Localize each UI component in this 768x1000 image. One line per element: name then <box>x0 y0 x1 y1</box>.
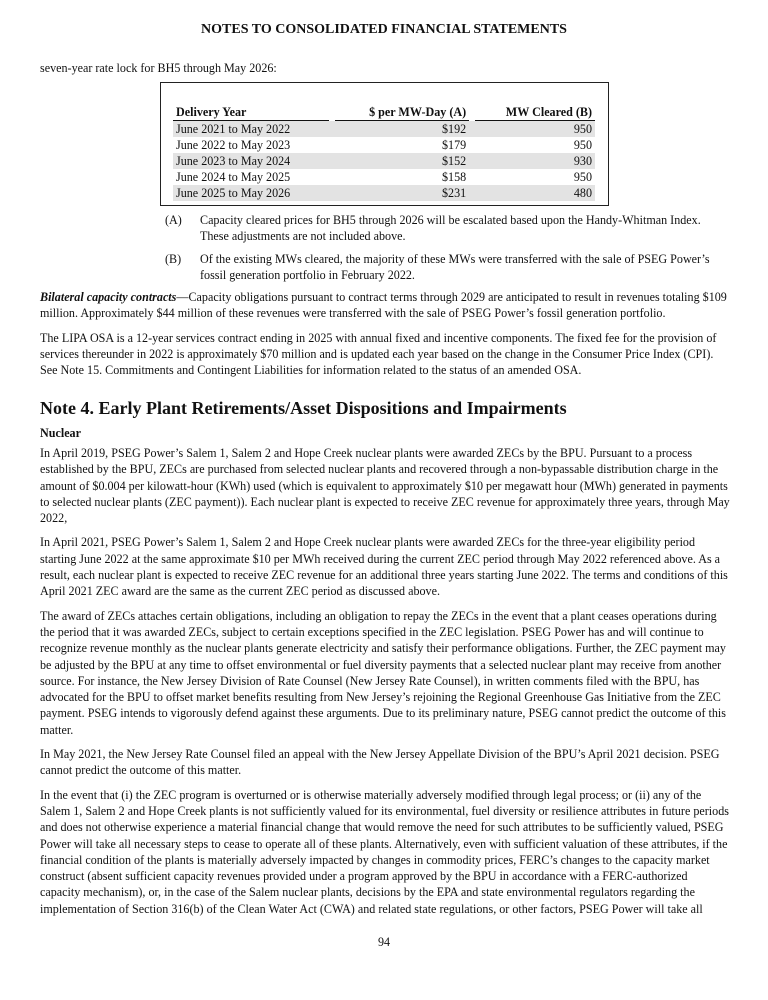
footnote-key: (A) <box>165 213 182 227</box>
footnote-text: Of the existing MWs cleared, the majority of these MWs were transferred with the sale of PSEG Power’s fossil generation portfolio in February 2022. <box>200 251 710 282</box>
note4-heading: Note 4. Early Plant Retirements/Asset Dispositions and Impairments <box>40 397 567 418</box>
footnote-text: Capacity cleared prices for BH5 through 2026 will be escalated based upon the Handy-Whitman Index. These adjustments are not included above. <box>200 213 701 244</box>
bilateral-lead: Bilateral capacity contracts <box>40 290 177 305</box>
note4-paragraph: In April 2019, PSEG Power’s Salem 1, Salem 2 and Hope Creek nuclear plants were awarded ZECs by the BPU. Pursuant to a process established by the BPU, ZECs are purchased from selected nuclear plants and recovered through a non-bypassable distribution charge in the amount of $0.004 per kilowatt-hour (KWh) used (which is equivalent to approximately $10 per megawatt hour (MWh) generated in payments to selected nuclear plants (ZEC payment)). Each nuclear plant is expected to receive ZEC revenue for approximately three years, through May 2022, <box>40 445 730 526</box>
cell-delivery-year: June 2025 to May 2026 <box>173 185 329 201</box>
note4-paragraph: In the event that (i) the ZEC program is overturned or is otherwise materially adversely modified through legal process; or (ii) any of the Salem 1, Salem 2 and Hope Creek plants is not sufficiently valued for its environmental, fuel diversity or resilience attributes in future periods and does not otherwise experience a material financial change that would remove the need for such attributes to be sufficiently valued, PSEG Power will take all necessary steps to cease to operate all of these plants. Alternatively, even with sufficient valuation of these attributes, if the financial condition of the plants is materially adversely impacted by changes in commodity prices, FERC’s changes to the capacity market construct (absent sufficient capacity revenues provided under a program approved by the BPU in accordance with a FERC-authorized capacity mechanism), or, in the case of the Salem nuclear plants, decisions by the EPA and state environmental regulators regarding the implementation of Section 316(b) of the Clean Water Act (CWA) and related state regulations, or other factors, PSEG Power will take all <box>40 787 729 916</box>
cell-price: $179 <box>441 138 467 152</box>
cell-mw-cleared: 950 <box>573 138 592 152</box>
cell-price: $152 <box>335 153 469 169</box>
table-row <box>173 153 595 169</box>
cell-price: $231 <box>335 185 469 201</box>
bilateral-text: —Capacity obligations pursuant to contract terms through 2029 are anticipated to result in revenues totaling $109 million. Approximately $44 million of these revenues were transferred with the sale of PSEG Power’s fossil generation portfolio. <box>40 290 727 321</box>
cell-price: $192 <box>335 121 469 137</box>
cell-delivery-year: June 2023 to May 2024 <box>173 153 329 169</box>
note4-paragraph: In May 2021, the New Jersey Rate Counsel filed an appeal with the New Jersey Appellate Division of the BPU’s April 2021 decision. PSEG cannot predict the outcome of this matter. <box>40 747 720 778</box>
capacity-table <box>173 104 595 201</box>
cell-delivery-year: June 2022 to May 2023 <box>176 138 291 152</box>
footnote-a <box>165 212 730 245</box>
table-row <box>173 185 595 201</box>
cell-delivery-year: June 2024 to May 2025 <box>176 170 291 184</box>
cell-delivery-year: June 2021 to May 2022 <box>173 121 329 137</box>
col-delivery-year: Delivery Year <box>173 104 329 121</box>
lipa-paragraph: The LIPA OSA is a 12-year services contract ending in 2025 with annual fixed and incentive components. The fixed fee for the provision of services thereunder in 2022 is approximately $70 million and is updated each year based on the change in the Consumer Price Index (CPI). See Note 15. Commitments and Contingent Liabilities for information related to the status of an amended OSA. <box>40 330 717 378</box>
document-body <box>40 212 730 925</box>
cell-mw-cleared: 950 <box>573 170 592 184</box>
bilateral-paragraph <box>40 289 730 322</box>
intro-text: seven-year rate lock for BH5 through May 2026: <box>40 61 277 75</box>
cell-mw-cleared: 930 <box>475 153 595 169</box>
table-row <box>173 121 595 137</box>
footnote-key: (B) <box>165 251 182 266</box>
nuclear-subheading: Nuclear <box>40 425 81 440</box>
footnote-b <box>165 251 730 284</box>
cell-price: $158 <box>441 170 467 184</box>
table-row <box>173 169 595 185</box>
note4-paragraph: In April 2021, PSEG Power’s Salem 1, Salem 2 and Hope Creek nuclear plants were awarded ZECs for the three-year eligibility period starting June 2022 at the same approximate $10 per MWh received during the current ZEC period through May 2022 referenced above. As a result, each nuclear plant is expected to receive ZEC revenue for an additional three years starting June 2022. The terms and conditions of this April 2021 ZEC award are the same as the current ZEC period as discussed above. <box>40 535 728 599</box>
capacity-table-box <box>160 82 609 206</box>
table-row <box>173 137 595 153</box>
col-price: $ per MW-Day (A) <box>335 104 469 121</box>
page-header: NOTES TO CONSOLIDATED FINANCIAL STATEMENTS <box>201 22 567 37</box>
col-mw-cleared: MW Cleared (B) <box>475 104 595 121</box>
note4-paragraph: The award of ZECs attaches certain obligations, including an obligation to repay the ZECs in the event that a plant ceases operations during the period that it was awarded ZECs, subject to certain exceptions specified in the ZEC legislation. PSEG Power has and will continue to recognize revenue monthly as the nuclear plants generate electricity and satisfy their performance obligations. Further, the ZEC payment may be adjusted by the BPU at any time to offset environmental or fuel diversity payments that a selected nuclear plant may receive from another source. For instance, the New Jersey Division of Rate Counsel (New Jersey Rate Counsel), in written comments filed with the BPU, has advocated for the BPU to offset market benefits resulting from New Jersey’s rejoining the Regional Greenhouse Gas Initiative from the ZEC payment. PSEG intends to vigorously defend against these arguments. Due to its preliminary nature, PSEG cannot predict the outcome of this matter. <box>40 608 726 737</box>
page-number: 94 <box>377 935 391 949</box>
cell-mw-cleared: 950 <box>475 121 595 137</box>
cell-mw-cleared: 480 <box>475 185 595 201</box>
